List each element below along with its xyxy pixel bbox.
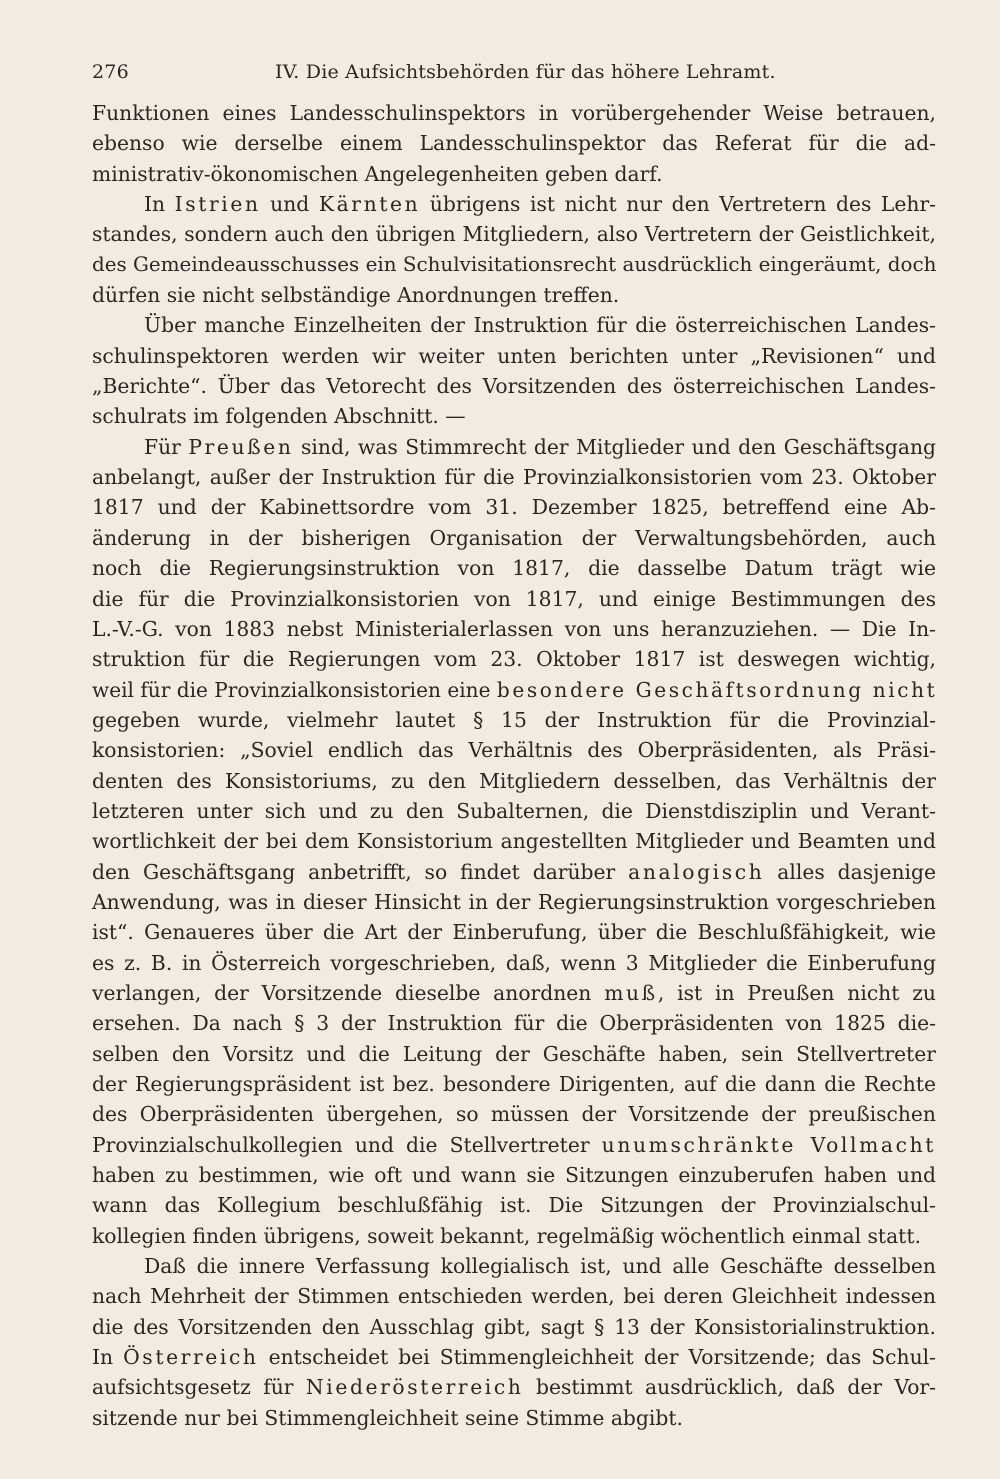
text-segment: gegeben wurde, vielmehr lautet § 15 der Instruktion für die Provinzial- bbox=[92, 707, 936, 732]
text-segment: Für bbox=[144, 434, 189, 459]
text-line bbox=[92, 1160, 936, 1190]
text-line bbox=[92, 857, 936, 887]
text-line bbox=[92, 1281, 936, 1311]
text-line bbox=[92, 675, 936, 705]
spaced-emphasis: Istrien bbox=[174, 192, 261, 217]
text-line bbox=[92, 128, 936, 158]
text-segment: entscheidet bei Stimmengleichheit der Vorsitzende; das Schul- bbox=[258, 1345, 936, 1370]
text-segment: denten des Konsistoriums, zu den Mitgliedern desselben, das Verhältnis der bbox=[92, 768, 936, 793]
text-segment: L.-V.-G. von 1883 nebst Ministerialerlassen von uns heranzuziehen. — Die In- bbox=[92, 616, 936, 641]
spaced-emphasis: besondere Geschäftsordnung nicht bbox=[496, 677, 938, 702]
text-segment: bestimmt ausdrücklich, daß der Vor- bbox=[523, 1375, 937, 1400]
text-segment: ebenso wie derselbe einem Landesschulinspektor das Referat für die ad- bbox=[92, 131, 936, 156]
text-line bbox=[92, 1008, 936, 1038]
text-line bbox=[92, 735, 936, 765]
text-segment: nach Mehrheit der Stimmen entschieden werden, bei deren Gleichheit indessen bbox=[92, 1284, 936, 1309]
text-segment: 1817 und der Kabinettsordre vom 31. Dezember 1825, betreffend eine Ab- bbox=[92, 495, 936, 520]
text-line bbox=[92, 492, 936, 522]
spaced-emphasis: Österreich bbox=[123, 1345, 259, 1370]
spaced-emphasis: unumschränkte Vollmacht bbox=[601, 1132, 936, 1157]
text-segment: des Oberpräsidenten übergehen, so müssen der Vorsitzende der preußischen bbox=[92, 1102, 936, 1127]
spaced-emphasis: Preußen bbox=[188, 434, 294, 459]
text-line bbox=[92, 978, 936, 1008]
text-segment: ist“. Genaueres über die Art der Einberufung, über die Beschlußfähigkeit, wie bbox=[92, 920, 936, 945]
text-line bbox=[92, 826, 936, 856]
text-segment: Über manche Einzelheiten der Instruktion für die österreichischen Landes- bbox=[144, 313, 936, 338]
spaced-emphasis: Kärnten bbox=[318, 192, 421, 217]
text-segment: aufsichtsgesetz für bbox=[92, 1375, 306, 1400]
text-segment: standes, sondern auch den übrigen Mitgliedern, also Vertretern der Geistlichkeit, bbox=[92, 222, 936, 247]
text-line bbox=[92, 1190, 936, 1220]
text-line bbox=[92, 796, 936, 826]
text-segment: schulrats im folgenden Abschnitt. — bbox=[92, 404, 466, 429]
text-segment: In bbox=[92, 1345, 124, 1370]
text-segment: und bbox=[260, 192, 319, 217]
text-segment: es z. B. in Österreich vorgeschrieben, daß, wenn 3 Mitglieder die Einberufung bbox=[92, 950, 936, 975]
text-line bbox=[92, 644, 936, 674]
text-line bbox=[92, 614, 936, 644]
text-segment: , ist in Preußen nicht zu bbox=[657, 980, 936, 1005]
text-segment: selben den Vorsitz und die Leitung der Geschäfte haben, sein Stellvertreter bbox=[92, 1041, 936, 1066]
text-segment: wann das Kollegium beschlußfähig ist. Die Sitzungen der Provinzialschul- bbox=[92, 1193, 936, 1218]
text-line bbox=[92, 189, 936, 219]
text-segment: haben zu bestimmen, wie oft und wann sie Sitzungen einzuberufen haben und bbox=[92, 1163, 936, 1188]
text-line bbox=[92, 1221, 936, 1251]
text-line bbox=[92, 553, 936, 583]
text-line bbox=[92, 1403, 936, 1433]
text-line bbox=[92, 280, 936, 310]
text-line bbox=[92, 310, 936, 340]
text-line bbox=[92, 584, 936, 614]
text-line bbox=[92, 371, 936, 401]
spaced-emphasis: muß bbox=[604, 980, 658, 1005]
text-line bbox=[92, 917, 936, 947]
text-line bbox=[92, 766, 936, 796]
text-line bbox=[92, 1312, 936, 1342]
text-segment: noch die Regierungsinstruktion von 1817, die dasselbe Datum trägt wie bbox=[92, 556, 936, 581]
page-header bbox=[92, 58, 936, 86]
text-segment: ministrativ-ökonomischen Angelegenheiten geben darf. bbox=[92, 161, 663, 186]
spaced-emphasis: Niederösterreich bbox=[305, 1375, 524, 1400]
text-segment: verlangen, der Vorsitzende dieselbe anordnen bbox=[92, 980, 605, 1005]
text-line bbox=[92, 250, 936, 280]
spaced-emphasis: analogisch bbox=[628, 859, 765, 884]
text-segment: des Gemeindeausschusses ein Schulvisitationsrecht ausdrücklich eingeräumt, doch bbox=[92, 252, 937, 276]
text-segment: alles dasjenige bbox=[764, 859, 936, 884]
text-line bbox=[92, 462, 936, 492]
text-segment: anbelangt, außer der Instruktion für die Provinzialkonsistorien vom 23. Oktober bbox=[92, 465, 936, 490]
text-segment: der Regierungspräsident ist bez. besondere Dirigenten, auf die dann die Rechte bbox=[92, 1072, 936, 1096]
text-line bbox=[92, 1342, 936, 1372]
text-line bbox=[92, 219, 936, 249]
text-line bbox=[92, 1372, 936, 1402]
text-segment: sitzende nur bei Stimmengleichheit seine Stimme abgibt. bbox=[92, 1405, 683, 1430]
text-segment: weil für die Provinzialkonsistorien eine bbox=[92, 677, 497, 702]
text-segment: kollegien finden übrigens, soweit bekannt, regelmäßig wöchentlich einmal statt. bbox=[92, 1223, 921, 1248]
text-segment: „Berichte“. Über das Vetorecht des Vorsitzenden des österreichischen Landes- bbox=[92, 374, 936, 399]
text-segment: schulinspektoren werden wir weiter unten berichten unter „Revisionen“ und bbox=[92, 343, 936, 368]
text-segment: sind, was Stimmrecht der Mitglieder und den Geschäftsgang bbox=[293, 434, 937, 459]
body-text bbox=[92, 98, 936, 1433]
text-segment: übrigens ist nicht nur den Vertretern des Lehr- bbox=[420, 192, 936, 217]
text-line bbox=[92, 1039, 936, 1069]
text-line bbox=[92, 1099, 936, 1129]
text-line bbox=[92, 401, 936, 431]
text-segment: änderung in der bisherigen Organisation der Verwaltungsbehörden, auch bbox=[92, 525, 936, 550]
text-segment: In bbox=[144, 192, 175, 217]
text-segment: konsistorien: „Soviel endlich das Verhältnis des Oberpräsidenten, als Präsi- bbox=[92, 738, 936, 763]
text-segment: struktion für die Regierungen vom 23. Oktober 1817 ist deswegen wichtig, bbox=[92, 647, 936, 672]
text-segment: die für die Provinzialkonsistorien von 1817, und einige Bestimmungen des bbox=[92, 586, 936, 611]
text-segment: Provinzialschulkollegien und die Stellvertreter bbox=[92, 1132, 602, 1157]
text-line bbox=[92, 1130, 936, 1160]
text-line bbox=[92, 887, 936, 917]
text-segment: die des Vorsitzenden den Ausschlag gibt, sagt § 13 der Konsistorialinstruktion. bbox=[92, 1314, 936, 1339]
running-head: IV. Die Aufsichtsbehörden für das höhere Lehramt. bbox=[275, 61, 776, 83]
text-segment: wortlichkeit der bei dem Konsistorium angestellten Mitglieder und Beamten und bbox=[92, 829, 936, 854]
text-segment: Daß die innere Verfassung kollegialisch ist, und alle Geschäfte desselben bbox=[144, 1254, 936, 1279]
page-number: 276 bbox=[92, 61, 129, 83]
text-line bbox=[92, 705, 936, 735]
text-line bbox=[92, 98, 936, 128]
text-line bbox=[92, 523, 936, 553]
text-line bbox=[92, 341, 936, 371]
text-line bbox=[92, 1251, 936, 1281]
text-line bbox=[92, 159, 936, 189]
text-segment: Anwendung, was in dieser Hinsicht in der Regierungsinstruktion vorgeschrieben bbox=[92, 889, 936, 914]
text-line bbox=[92, 1069, 936, 1099]
text-segment: ersehen. Da nach § 3 der Instruktion für die Oberpräsidenten von 1825 die- bbox=[92, 1011, 936, 1036]
text-segment: Funktionen eines Landesschulinspektors in vorübergehender Weise betrauen, bbox=[92, 101, 936, 125]
text-segment: den Geschäftsgang anbetrifft, so findet darüber bbox=[92, 859, 629, 884]
text-line bbox=[92, 948, 936, 978]
text-segment: letzteren unter sich und zu den Subalternen, die Dienstdisziplin und Verant- bbox=[92, 798, 936, 823]
text-segment: dürfen sie nicht selbständige Anordnungen treffen. bbox=[92, 283, 620, 308]
text-line bbox=[92, 432, 936, 462]
